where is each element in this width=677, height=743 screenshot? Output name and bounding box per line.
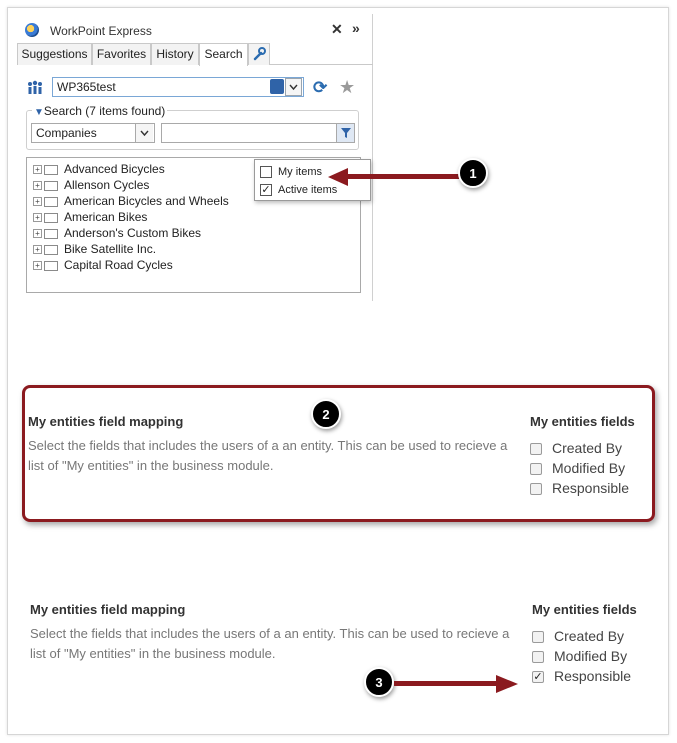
tab-strip [17, 43, 373, 65]
field-responsible[interactable]: ✓ Responsible [533, 668, 632, 684]
callout-arrow-3 [394, 673, 518, 695]
entities-icon [26, 80, 44, 94]
tree-item[interactable]: + Allenson Cycles [33, 177, 149, 193]
lock-icon [270, 79, 284, 94]
field-created-by[interactable]: Created By [532, 626, 624, 646]
app-title: WorkPoint Express [50, 24, 152, 38]
field-modified-by[interactable]: Modified By [532, 646, 627, 666]
expand-icon[interactable]: + [33, 229, 42, 238]
callout-arrow-1 [328, 166, 463, 188]
tab-settings[interactable] [248, 43, 270, 65]
tab-suggestions[interactable]: Suggestions [17, 43, 92, 65]
created-by-checkbox[interactable] [532, 631, 544, 643]
responsible-checkbox[interactable] [530, 483, 542, 495]
folder-icon [44, 181, 58, 191]
section-description: Select the fields that includes the users of a an entity. This can be used to recieve a list of "My entities" in the business module. [30, 626, 510, 661]
funnel-icon: ▼ [34, 107, 44, 118]
active-items-option[interactable]: ✓ Active items [261, 184, 338, 197]
filter-input[interactable] [161, 123, 355, 143]
folder-icon [44, 165, 58, 175]
my-items-checkbox[interactable] [260, 166, 272, 178]
folder-icon [44, 197, 58, 207]
expand-icon[interactable]: + [33, 165, 42, 174]
callout-badge-3: 3 [364, 667, 394, 697]
expand-icon[interactable]: + [33, 245, 42, 254]
overflow-icon[interactable]: » [352, 20, 360, 36]
wrench-icon [249, 44, 269, 64]
folder-icon [44, 261, 58, 271]
section-title: My entities field mapping [30, 602, 186, 617]
star-icon[interactable]: ★ [339, 77, 356, 97]
section-title: My entities field mapping [28, 414, 184, 429]
tree-item[interactable]: + American Bikes [33, 209, 147, 225]
field-responsible[interactable]: Responsible [530, 478, 629, 498]
tab-favorites[interactable]: Favorites [92, 43, 151, 65]
tree-item[interactable]: + Advanced Bicycles [33, 161, 165, 177]
chevron-down-icon[interactable] [135, 124, 153, 142]
tree-item[interactable]: + American Bicycles and Wheels [33, 193, 229, 209]
app-logo-icon [25, 23, 39, 37]
folder-icon [44, 229, 58, 239]
filter-icon[interactable] [336, 124, 354, 142]
search-heading: ▼Search (7 items found) [34, 104, 166, 118]
field-created-by[interactable]: Created By [530, 438, 622, 458]
tab-search[interactable]: Search [199, 43, 248, 66]
callout-badge-1: 1 [458, 158, 488, 188]
modified-by-checkbox[interactable] [532, 651, 544, 663]
refresh-icon[interactable]: ⟳ [313, 78, 328, 97]
tree-item[interactable]: + Capital Road Cycles [33, 257, 173, 273]
active-items-checkbox[interactable]: ✓ [261, 184, 271, 197]
chevron-down-icon[interactable] [285, 78, 302, 96]
expand-icon[interactable]: + [33, 181, 42, 190]
created-by-checkbox[interactable] [530, 443, 542, 455]
category-select[interactable]: Companies [31, 123, 155, 143]
modified-by-checkbox[interactable] [530, 463, 542, 475]
tab-history[interactable]: History [151, 43, 199, 65]
expand-icon[interactable]: + [33, 261, 42, 270]
responsible-checkbox[interactable]: ✓ [533, 671, 543, 684]
tree-item[interactable]: + Anderson's Custom Bikes [33, 225, 201, 241]
close-icon[interactable]: ✕ [331, 21, 343, 37]
section-description: Select the fields that includes the users of a an entity. This can be used to recieve a list of "My entities" in the business module. [28, 438, 508, 473]
fields-title: My entities fields [532, 602, 637, 617]
tree-item[interactable]: + Bike Satellite Inc. [33, 241, 156, 257]
site-selector[interactable]: WP365test [52, 77, 304, 97]
field-modified-by[interactable]: Modified By [530, 458, 625, 478]
expand-icon[interactable]: + [33, 213, 42, 222]
panel-titlebar [17, 14, 373, 42]
my-items-option[interactable]: My items [260, 164, 322, 180]
folder-icon [44, 245, 58, 255]
folder-icon [44, 213, 58, 223]
expand-icon[interactable]: + [33, 197, 42, 206]
fields-title: My entities fields [530, 414, 635, 429]
callout-badge-2: 2 [311, 399, 341, 429]
workpoint-panel [17, 14, 373, 301]
